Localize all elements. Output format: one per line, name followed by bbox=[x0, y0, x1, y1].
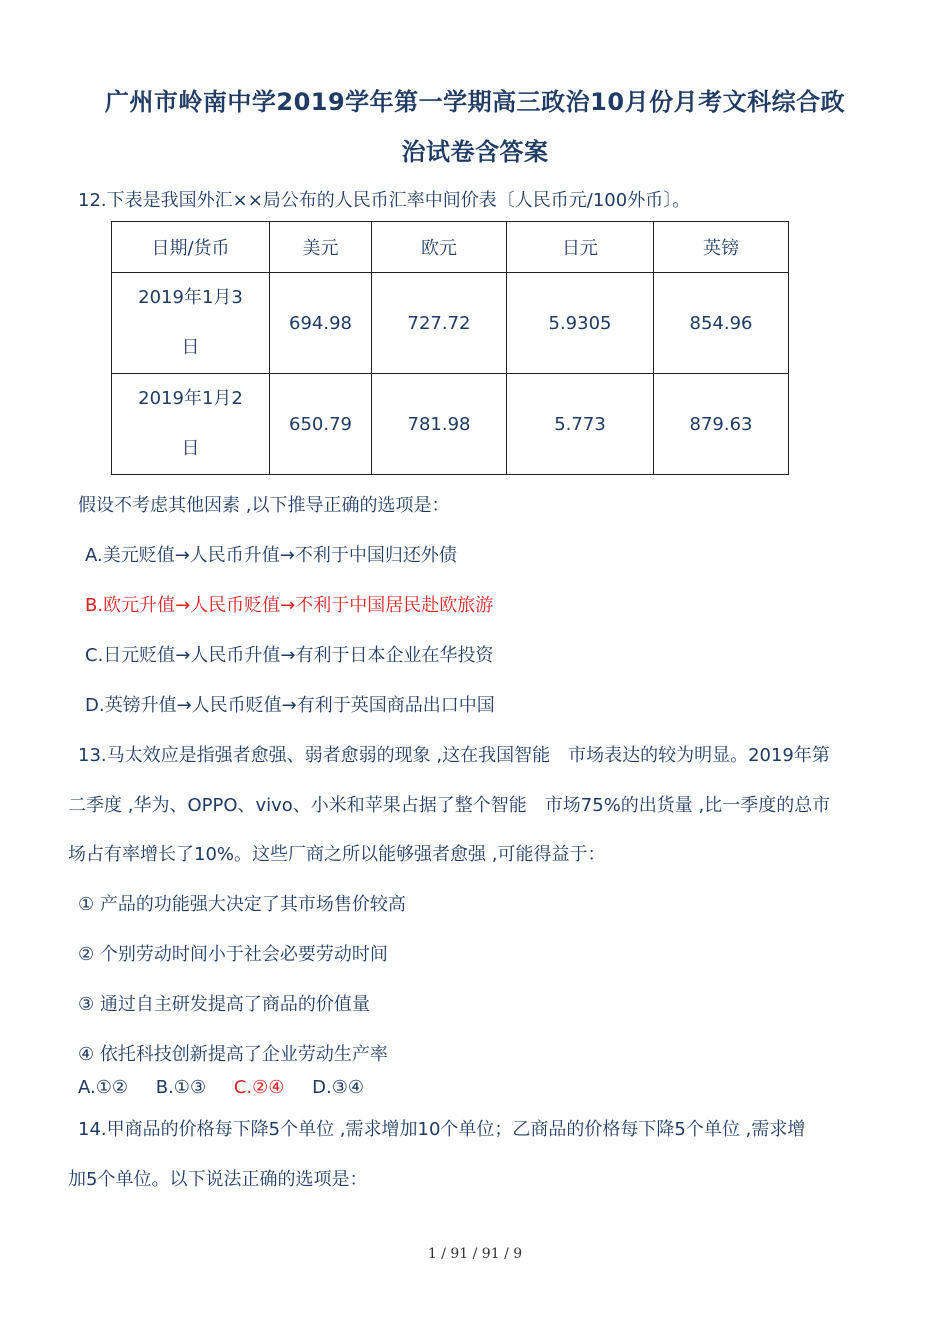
rate-cell: 694.98 bbox=[270, 273, 372, 374]
document-title-line-2: 治试卷含答案 bbox=[401, 138, 549, 166]
page-number-footer: 1 / 91 / 91 / 9 bbox=[427, 1246, 523, 1262]
q13-statement-3: ③ 通过自主研发提高了商品的价值量 bbox=[78, 994, 370, 1015]
q13-stem-line-3: 场占有率增长了10%。这些厂商之所以能够强者愈强 ,可能得益于： bbox=[68, 844, 606, 865]
table-header-row bbox=[112, 222, 789, 273]
q13-stem-line-2: 二季度 ,华为、OPPO、vivo、小米和苹果占据了整个智能 市场75%的出货量 ,比一季度的总市 bbox=[68, 795, 831, 816]
date-text: 日 bbox=[181, 337, 200, 358]
table-header-cell: 欧元 bbox=[372, 222, 507, 273]
q13-choices bbox=[78, 1077, 386, 1098]
q13-statement-1: ① 产品的功能强大决定了其市场售价较高 bbox=[78, 894, 406, 915]
q13-stem-line-1: 13.马太效应是指强者愈强、弱者愈弱的现象 ,这在我国智能 市场表达的较为明显。2019年第 bbox=[78, 745, 830, 766]
rate-cell: 650.79 bbox=[270, 374, 372, 475]
q13-choice-d: D.③④ bbox=[312, 1077, 364, 1098]
table-header-cell: 美元 bbox=[270, 222, 372, 273]
rate-cell: 5.773 bbox=[507, 374, 654, 475]
q14-stem-line-1: 14.甲商品的价格每下降5个单位 ,需求增加10个单位；乙商品的价格每下降5个单位 ,需求增 bbox=[78, 1119, 806, 1140]
q13-statement-4: ④ 依托科技创新提高了企业劳动生产率 bbox=[78, 1044, 388, 1065]
q12-option-c: C.日元贬值→人民币升值→有利于日本企业在华投资 bbox=[85, 645, 494, 666]
q12-option-a: A.美元贬值→人民币升值→不利于中国归还外债 bbox=[85, 545, 457, 566]
table-header-cell: 英镑 bbox=[654, 222, 789, 273]
date-text: 2019年1月2 bbox=[138, 388, 243, 409]
table-row bbox=[112, 273, 789, 374]
rate-cell: 879.63 bbox=[654, 374, 789, 475]
table-header-cell: 日期/货币 bbox=[112, 222, 270, 273]
rate-cell: 727.72 bbox=[372, 273, 507, 374]
date-text: 日 bbox=[181, 438, 200, 459]
q12-option-b-answer: B.欧元升值→人民币贬值→不利于中国居民赴欧旅游 bbox=[85, 595, 494, 616]
q13-choice-c-answer: C.②④ bbox=[233, 1077, 285, 1098]
table-header-cell: 日元 bbox=[507, 222, 654, 273]
q13-choice-a: A.①② bbox=[78, 1077, 128, 1098]
q12-stem: 12.下表是我国外汇××局公布的人民币汇率中间价表〔人民币元/100外币〕。 bbox=[78, 190, 691, 211]
exchange-rate-table bbox=[111, 221, 789, 475]
date-cell bbox=[112, 374, 270, 475]
q13-choice-b: B.①③ bbox=[155, 1077, 207, 1098]
document-title-line-1: 广州市岭南中学2019学年第一学期高三政治10月份月考文科综合政 bbox=[104, 88, 846, 116]
q14-stem-line-2: 加5个单位。以下说法正确的选项是： bbox=[68, 1169, 368, 1190]
q13-statement-2: ② 个别劳动时间小于社会必要劳动时间 bbox=[78, 944, 388, 965]
rate-cell: 781.98 bbox=[372, 374, 507, 475]
q12-option-d: D.英镑升值→人民币贬值→有利于英国商品出口中国 bbox=[85, 695, 495, 716]
table-row bbox=[112, 374, 789, 475]
rate-cell: 5.9305 bbox=[507, 273, 654, 374]
date-text: 2019年1月3 bbox=[138, 287, 243, 308]
date-cell bbox=[112, 273, 270, 374]
q12-prompt: 假设不考虑其他因素 ,以下推导正确的选项是： bbox=[78, 495, 450, 516]
rate-cell: 854.96 bbox=[654, 273, 789, 374]
